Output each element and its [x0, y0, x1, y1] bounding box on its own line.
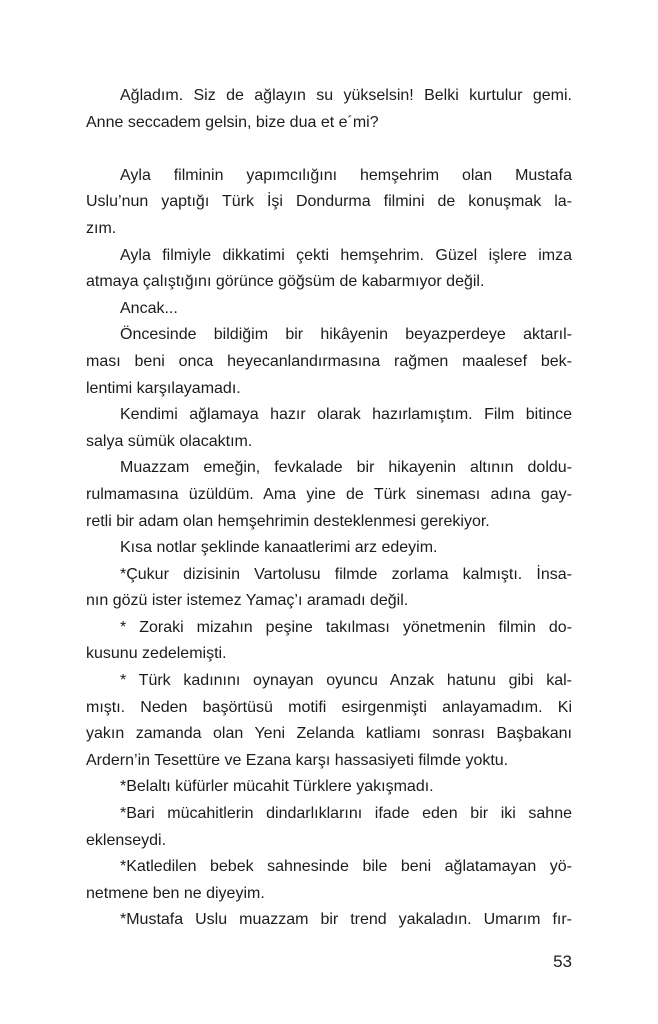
- text-line: Kısa notlar şeklinde kanaatlerimi arz edeyim.: [120, 539, 438, 557]
- page-number: 53: [553, 952, 572, 971]
- text-line: salya sümük olacaktım.: [86, 432, 253, 450]
- paragraph: [86, 402, 572, 455]
- paragraph: [86, 774, 572, 801]
- text-line: *Bari mücahitlerin dindarlıklarını ifade eden bir iki sahne: [120, 805, 572, 823]
- text-line: Ayla filmiyle dikkatimi çekti hemşehrim. Güzel işlere imza: [120, 246, 572, 264]
- paragraph: [86, 535, 572, 562]
- text-line: nın gözü ister istemez Yamaç’ı aramadı değil.: [86, 592, 409, 610]
- paragraph: [86, 562, 572, 615]
- paragraph: [86, 296, 572, 323]
- text-line: Anne seccadem gelsin, bize dua et e´mi?: [86, 113, 379, 131]
- text-line: Ağladım. Siz de ağlayın su yükselsin! Belki kurtulur gemi.: [120, 87, 572, 104]
- text-line: lentimi karşılayamadı.: [86, 379, 241, 397]
- text-line: Muazzam emeğin, fevkalade bir hikayenin altının doldu-: [120, 459, 572, 477]
- paragraph: [86, 243, 572, 296]
- text-line: Uslu’nun yaptığı Türk İşi Dondurma filmini de konuşmak la-: [86, 193, 572, 211]
- text-line: zım.: [86, 219, 117, 237]
- text-line: mıştı. Neden başörtüsü motifi esirgenmişti anlayamadım. Ki: [86, 698, 572, 716]
- text-line: atmaya çalıştığını görünce göğsüm de kabarmıyor değil.: [86, 273, 485, 291]
- paragraph: [86, 322, 572, 402]
- text-line: Ayla filminin yapımcılığını hemşehrim olan Mustafa: [120, 166, 572, 184]
- paragraph: [86, 163, 572, 243]
- paragraph: [86, 615, 572, 668]
- text-line: rulmamasına üzüldüm. Ama yine de Türk sineması adına gay-: [86, 485, 572, 503]
- paragraph: [86, 455, 572, 535]
- text-line: * Zoraki mizahın peşine takılması yönetmenin filmin do-: [120, 618, 572, 636]
- text-line: Kendimi ağlamaya hazır olarak hazırlamıştım. Film bitince: [120, 406, 572, 424]
- page-body-text: [86, 83, 572, 934]
- paragraph: [86, 854, 572, 907]
- paragraph: [86, 801, 572, 854]
- text-line: Ancak...: [120, 299, 178, 317]
- text-line: *Katledilen bebek sahnesinde bile beni ağlatamayan yö-: [120, 858, 572, 876]
- text-line: Ardern’in Tesettüre ve Ezana karşı hassasiyeti filmde yoktu.: [86, 751, 509, 769]
- paragraph: [86, 83, 572, 136]
- text-line: kusunu zedelemişti.: [86, 645, 227, 663]
- text-line: ması beni onca heyecanlandırmasına rağmen maalesef bek-: [86, 352, 572, 370]
- text-line: eklenseydi.: [86, 831, 167, 849]
- text-line: *Belaltı küfürler mücahit Türklere yakışmadı.: [120, 778, 434, 796]
- paragraph: [86, 907, 572, 934]
- text-line: * Türk kadınını oynayan oyuncu Anzak hatunu gibi kal-: [120, 672, 572, 690]
- text-line: Öncesinde bildiğim bir hikâyenin beyazperdeye aktarıl-: [120, 326, 572, 344]
- text-line: retli bir adam olan hemşehrimin desteklenmesi gerekiyor.: [86, 512, 490, 530]
- text-line: *Mustafa Uslu muazzam bir trend yakaladın. Umarım fır-: [120, 911, 572, 929]
- text-line: netmene ben ne diyeyim.: [86, 884, 265, 902]
- text-line: yakın zamanda olan Yeni Zelanda katliamı sonrası Başbakanı: [86, 725, 572, 743]
- text-line: *Çukur dizisinin Vartolusu filmde zorlama kalmıştı. İnsa-: [120, 565, 572, 583]
- paragraph: [86, 668, 572, 774]
